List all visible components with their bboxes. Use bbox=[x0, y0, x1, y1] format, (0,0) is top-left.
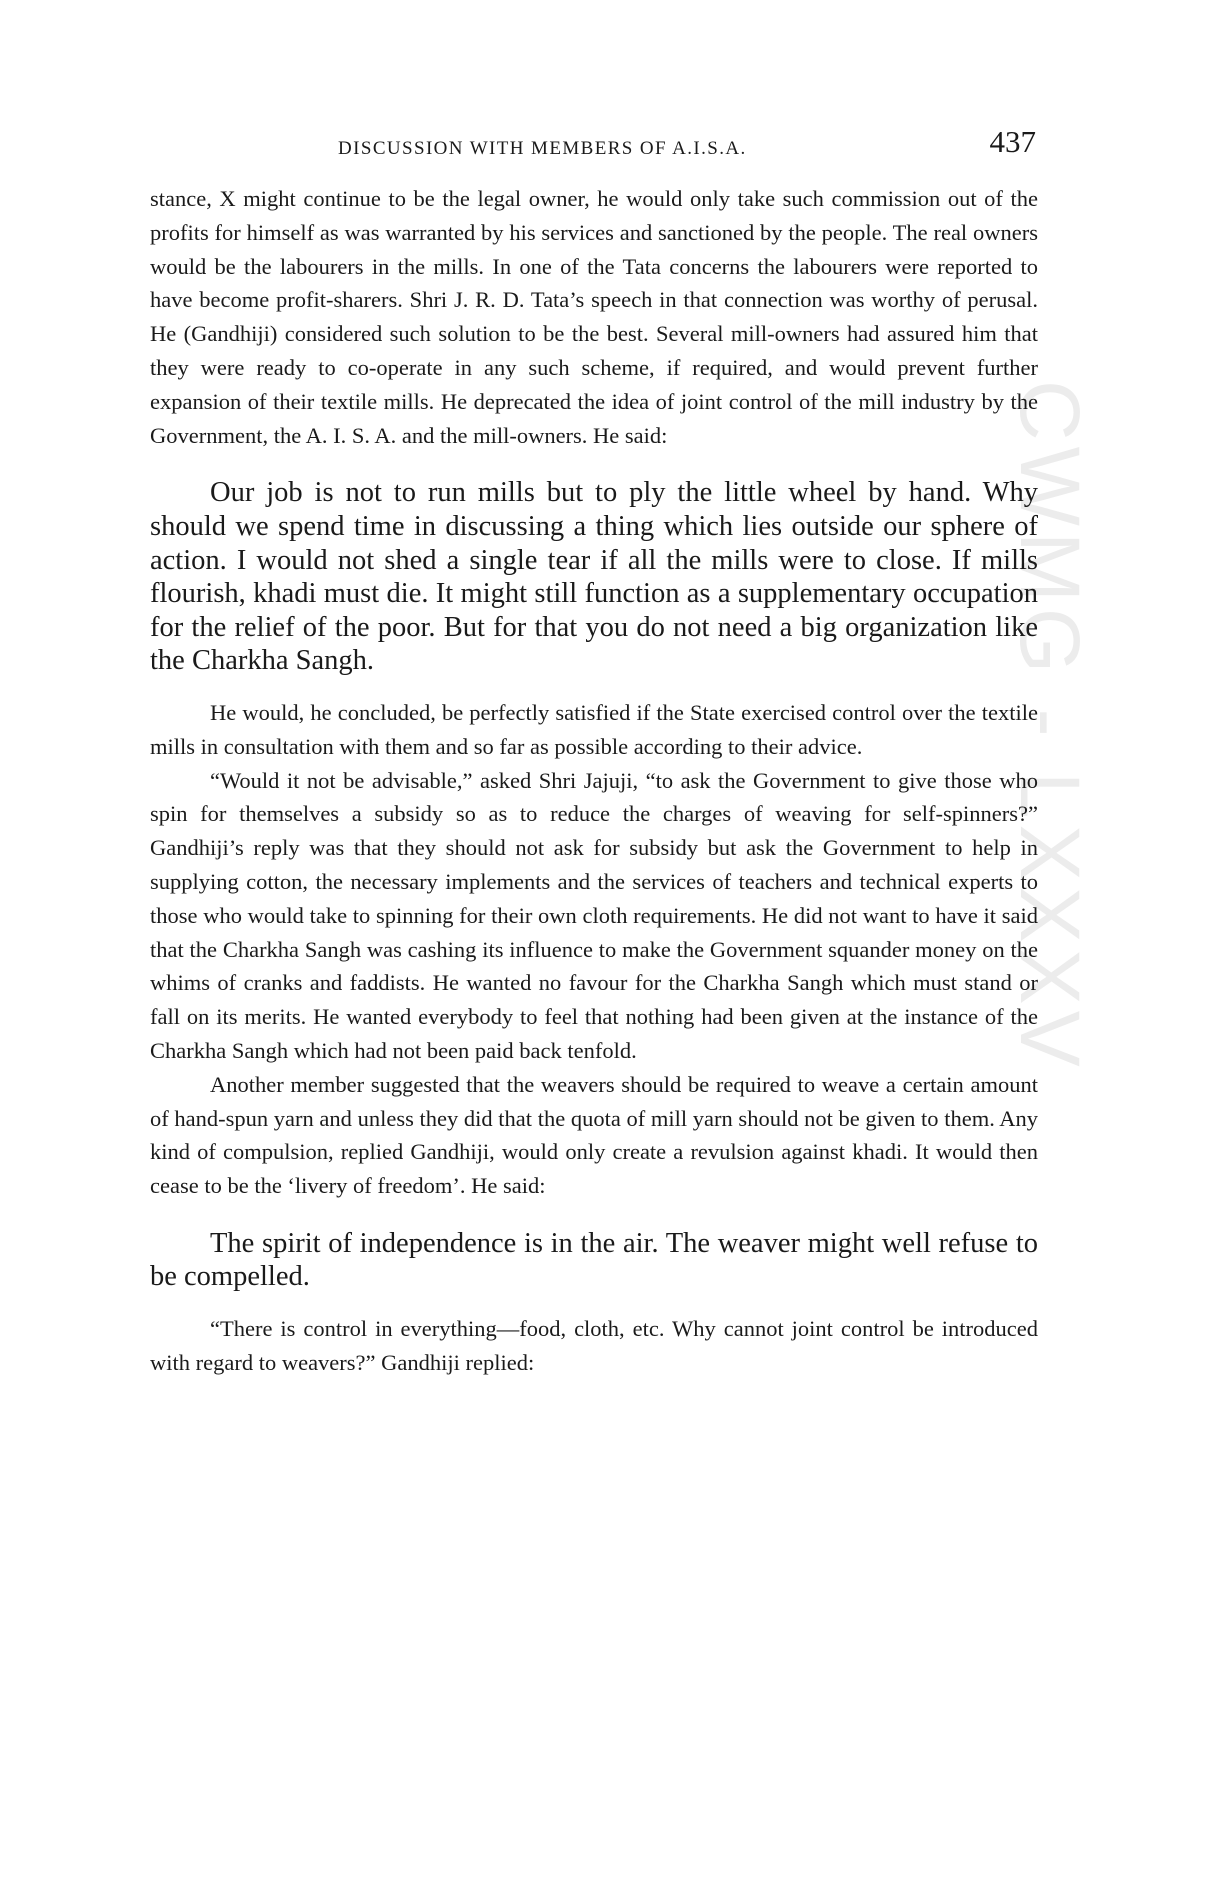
running-title: DISCUSSION WITH MEMBERS OF A.I.S.A. bbox=[338, 138, 747, 159]
paragraph-5: “There is control in everything—food, cloth, etc. Why cannot joint control be introduced with regard to weavers?” Gandhiji replied: bbox=[150, 1316, 1038, 1375]
block-quote-1: Our job is not to run mills but to ply the little wheel by hand. Why should we spend time in discussing a thing which lies outside our sphere of action. I would not shed a single tear if all the mills were to close. If mills flourish, khadi must die. It might still function as a supplementary occupation for the relief of the poor. But for that you do not need a big organization like the Charkha Sangh. bbox=[150, 477, 1038, 677]
page-body bbox=[150, 182, 1038, 1380]
running-header bbox=[152, 124, 1036, 174]
paragraph-1: stance, X might continue to be the legal owner, he would only take such commission out of the profits for himself as was warranted by his services and sanctioned by the people. The real owners would be the labourers in the mills. In one of the Tata concerns the labourers were reported to have become profit-sharers. Shri J. R. D. Tata’s speech in that connection was worthy of perusal. He (Gandhiji) considered such solution to be the best. Several mill-owners had assured him that they were ready to co-operate in any such scheme, if required, and would prevent further expansion of their textile mills. He deprecated the idea of joint control of the mill industry by the Government, the A. I. S. A. and the mill-owners. He said: bbox=[150, 186, 1038, 448]
paragraph-2: He would, he concluded, be perfectly satisfied if the State exercised control over the textile mills in consultation with them and so far as possible according to their advice. bbox=[150, 699, 1038, 759]
block-quote-2: The spirit of independence is in the air. The weaver might well refuse to be compelled. bbox=[150, 1227, 1038, 1293]
paragraph-3: “Would it not be advisable,” asked Shri Jajuji, “to ask the Government to give those who spin for themselves a subsidy so as to reduce the charges of weaving for self-spinners?” Gandhiji’s reply was that they should not ask for subsidy but ask the Government to help in supplying cotton, the necessary implements and the services of teachers and technical experts to those who would take to spinning for their own cloth requirements. He did not want to have it said that the Charkha Sangh was cashing its influence to make the Government squander money on the whims of cranks and faddists. He wanted no favour for the Charkha Sangh which must stand or fall on its merits. He wanted everybody to feel that nothing had been given at the instance of the Charkha Sangh which had not been paid back tenfold. bbox=[150, 767, 1038, 1063]
watermark: CWMG - LXXXV bbox=[1003, 380, 1097, 1073]
page-number: 437 bbox=[989, 124, 1036, 159]
paragraph-4: Another member suggested that the weavers should be required to weave a certain amount of hand-spun yarn and unless they did that the quota of mill yarn should not be given to them. Any kind of compulsion, replied Gandhiji, would only create a revulsion against khadi. It would then cease to be the ‘livery of freedom’. He said: bbox=[150, 1071, 1038, 1199]
